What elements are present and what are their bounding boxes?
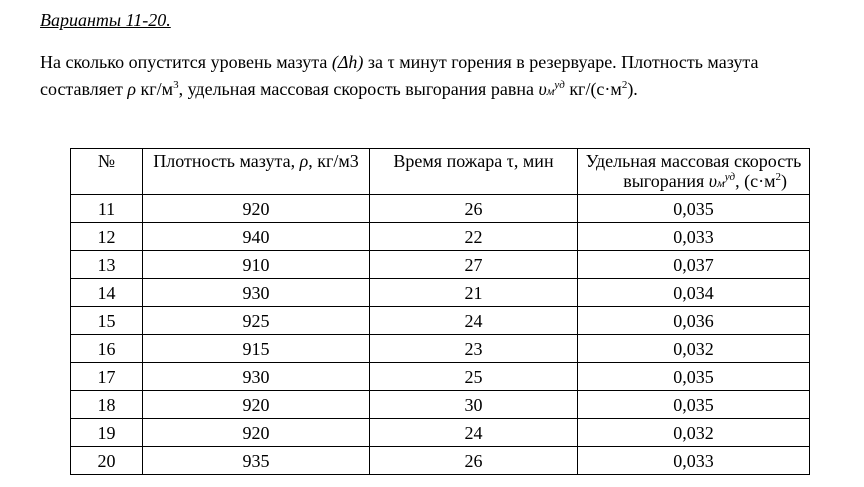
superscript: 2 (621, 79, 628, 91)
cell-rate: 0,032 (578, 419, 810, 447)
cell-density: 920 (143, 391, 370, 419)
table-row (71, 419, 810, 447)
cell-number: 12 (71, 223, 143, 251)
header-burn-rate: Удельная массовая скорость выгорания $\upsilon м^{уд}$, $(с\cdot м^2)$ (578, 149, 810, 195)
cell-time: 23 (370, 335, 578, 363)
cell-number: 19 (71, 419, 143, 447)
problem-text: кг/(с·м (564, 79, 622, 99)
problem-line-2 (40, 76, 862, 105)
cell-number: 16 (71, 335, 143, 363)
header-fire-time: Время пожара τ, мин (370, 149, 578, 195)
cell-rate: 0,037 (578, 251, 810, 279)
cell-density: 915 (143, 335, 370, 363)
cell-density: 930 (143, 363, 370, 391)
table-row (71, 391, 810, 419)
superscript: 3 (173, 79, 179, 91)
header-number: № (71, 149, 143, 195)
table-header-row (71, 149, 810, 195)
cell-rate: 0,032 (578, 335, 810, 363)
problem-text: ). (627, 79, 638, 99)
problem-text: составляет (40, 79, 128, 99)
cell-time: 22 (370, 223, 578, 251)
cell-density: 935 (143, 447, 370, 475)
table-row (71, 251, 810, 279)
table-row (71, 447, 810, 475)
cell-density: 920 (143, 419, 370, 447)
cell-rate: 0,033 (578, 447, 810, 475)
problem-line-1 (40, 49, 862, 76)
problem-text: за τ минут горения в резервуаре. Плотность мазута (363, 52, 759, 72)
cell-number: 17 (71, 363, 143, 391)
table-row (71, 363, 810, 391)
table-row (71, 195, 810, 223)
cell-time: 26 (370, 447, 578, 475)
cell-number: 14 (71, 279, 143, 307)
cell-rate: 0,035 (578, 363, 810, 391)
cell-time: 24 (370, 419, 578, 447)
section-heading: Варианты 11-20. (40, 10, 171, 30)
table-row (71, 223, 810, 251)
problem-text: На сколько опустится уровень мазута (40, 52, 332, 72)
problem-text: , удельная массовая скорость выгорания равна (178, 79, 539, 99)
cell-number: 15 (71, 307, 143, 335)
cell-density: 910 (143, 251, 370, 279)
problem-statement (40, 49, 862, 105)
cell-time: 30 (370, 391, 578, 419)
cell-rate: 0,033 (578, 223, 810, 251)
burn-rate-symbol: $\upsilon м^{уд}$ (538, 79, 565, 99)
cell-rate: 0,034 (578, 279, 810, 307)
cell-rate: 0,035 (578, 391, 810, 419)
cell-density: 925 (143, 307, 370, 335)
cell-rate: 0,035 (578, 195, 810, 223)
variants-table (70, 148, 810, 475)
rho-symbol: ρ (127, 79, 137, 99)
cell-number: 13 (71, 251, 143, 279)
cell-number: 11 (71, 195, 143, 223)
cell-time: 24 (370, 307, 578, 335)
cell-density: 940 (143, 223, 370, 251)
cell-rate: 0,036 (578, 307, 810, 335)
header-density: Плотность мазута, ρ, кг/м3 (143, 149, 370, 195)
cell-time: 25 (370, 363, 578, 391)
table-row (71, 307, 810, 335)
cell-number: 20 (71, 447, 143, 475)
problem-text: кг/м (136, 79, 174, 99)
delta-h-symbol: (Δh) (331, 52, 364, 72)
cell-number: 18 (71, 391, 143, 419)
cell-time: 27 (370, 251, 578, 279)
table-row (71, 279, 810, 307)
cell-density: 920 (143, 195, 370, 223)
cell-time: 26 (370, 195, 578, 223)
cell-time: 21 (370, 279, 578, 307)
cell-density: 930 (143, 279, 370, 307)
table-row (71, 335, 810, 363)
